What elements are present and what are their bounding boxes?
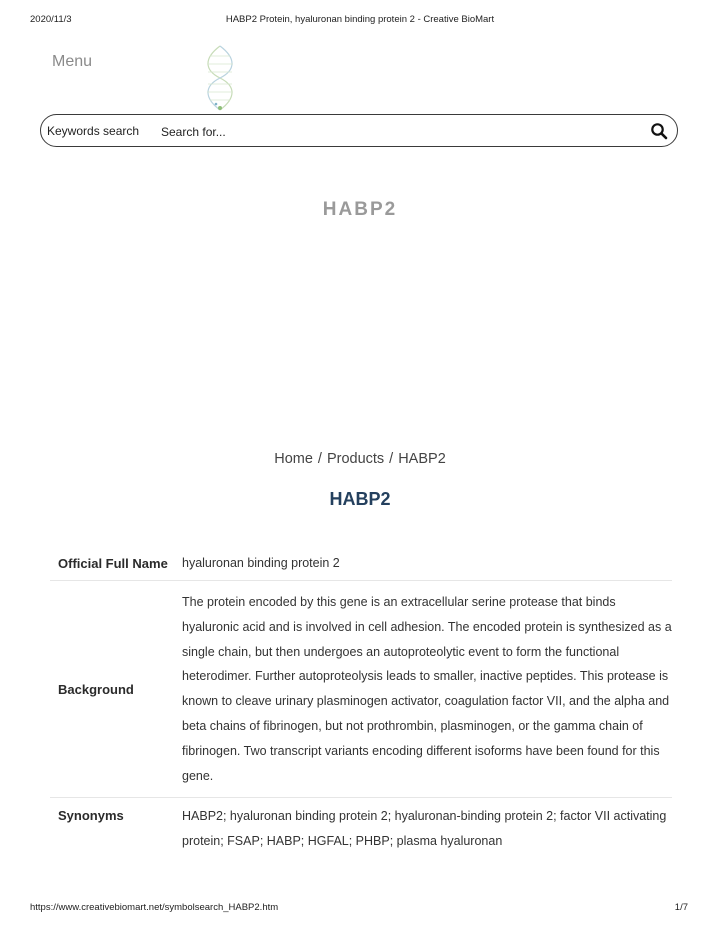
- print-page-number: 1/7: [674, 902, 688, 913]
- background-value: The protein encoded by this gene is an extracellular serine protease that binds hyaluronic acid and is involved in cell adhesion. The encoded protein is synthesized as a single chain, but then undergoes an autoproteolytic event to form the functional heterodimer. Further autoproteolysis leads to smaller, inactive peptides. This protease is known to cleave urinary plasminogen activator, coagulation factor VII, and the alpha and beta chains of fibrinogen, but not prothrombin, plasminogen, or the gamma chain of fibrinogen. Two transcript variants encoding different isoforms have been found for this gene.: [182, 595, 672, 783]
- breadcrumb-products[interactable]: Products: [326, 451, 385, 467]
- official-full-name-value: hyaluronan binding protein 2: [182, 555, 340, 570]
- breadcrumb-current: HABP2: [398, 451, 446, 467]
- print-footer: [0, 902, 720, 916]
- search-input[interactable]: [159, 121, 623, 143]
- synonyms-label: Synonyms: [58, 808, 124, 824]
- breadcrumb-separator: /: [389, 451, 394, 467]
- helix-logo-icon[interactable]: [196, 44, 244, 112]
- search-icon[interactable]: [650, 122, 668, 140]
- table-row: [50, 581, 672, 798]
- menu-button[interactable]: Menu: [52, 53, 93, 70]
- background-label: Background: [58, 681, 134, 697]
- table-row: [50, 798, 672, 854]
- page-title: HABP2: [329, 489, 391, 509]
- official-full-name-label: Official Full Name: [58, 555, 168, 571]
- breadcrumb-home[interactable]: Home: [274, 451, 313, 467]
- hero-title: HABP2: [322, 199, 398, 220]
- print-url: https://www.creativebiomart.net/symbolsearch_HABP2.htm: [30, 902, 279, 913]
- search-bar: [40, 114, 678, 147]
- breadcrumb: [0, 451, 720, 467]
- table-row: [50, 546, 672, 581]
- print-date: 2020/11/3: [30, 14, 72, 25]
- print-header: [0, 14, 720, 28]
- breadcrumb-separator: /: [317, 451, 322, 467]
- print-title: HABP2 Protein, hyaluronan binding protein 2 - Creative BioMart: [225, 14, 495, 25]
- info-table: [50, 546, 672, 854]
- keywords-search-label: Keywords search: [47, 124, 140, 138]
- synonyms-value: HABP2; hyaluronan binding protein 2; hyaluronan-binding protein 2; factor VII activating protein; FSAP; HABP; HGFAL; PHBP; plasma hyaluronan: [182, 809, 667, 849]
